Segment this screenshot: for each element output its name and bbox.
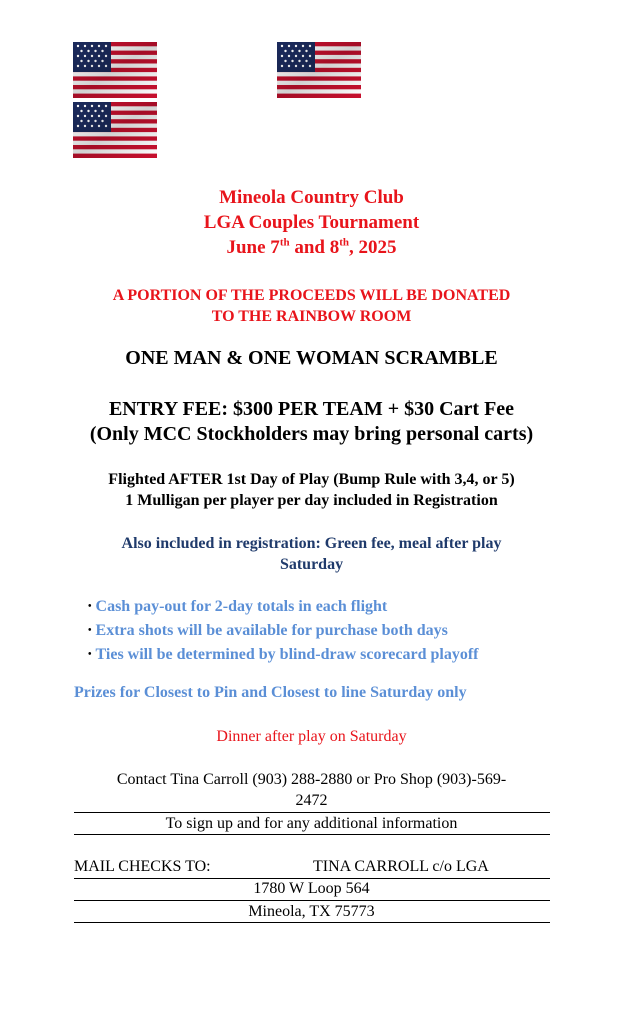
prizes-note: Prizes for Closest to Pin and Closest to line Saturday only xyxy=(74,684,467,701)
play-rules: Flighted AFTER 1st Day of Play (Bump Rule with 3,4, or 5) 1 Mulligan per player per day included in Registration xyxy=(108,471,515,509)
divider xyxy=(74,812,550,813)
list-item: • Ties will be determined by blind-draw scorecard playoff xyxy=(88,646,479,663)
details-list xyxy=(88,596,478,668)
mail-street: 1780 W Loop 564 xyxy=(253,880,370,897)
american-flag-icon xyxy=(73,102,157,158)
mail-city: Mineola, TX 75773 xyxy=(248,903,375,920)
bullet-icon: • xyxy=(88,601,92,612)
dinner-note: Dinner after play on Saturday xyxy=(216,728,407,745)
event-title xyxy=(0,185,623,260)
mail-checks-label: MAIL CHECKS TO: xyxy=(74,858,211,875)
registration-includes: Also included in registration: Green fee, meal after play Saturday xyxy=(121,535,502,573)
list-item: • Cash pay-out for 2-day totals in each flight xyxy=(88,598,388,615)
mail-recipient: TINA CARROLL c/o LGA xyxy=(313,858,489,875)
entry-fee: ENTRY FEE: $300 PER TEAM + $30 Cart Fee (Only MCC Stockholders may bring personal carts) xyxy=(89,398,534,445)
divider xyxy=(74,878,550,879)
american-flag-icon xyxy=(73,42,157,98)
contact-info: Contact Tina Carroll (903) 288-2880 or Pro Shop (903)-569- 2472 xyxy=(116,771,507,809)
list-item: • Extra shots will be available for purchase both days xyxy=(88,622,448,639)
divider xyxy=(74,922,550,923)
signup-note: To sign up and for any additional information xyxy=(165,815,458,832)
event-date: June 7th and 8th, 2025 xyxy=(226,236,397,258)
divider xyxy=(74,900,550,901)
bullet-icon: • xyxy=(88,625,92,636)
bullet-icon: • xyxy=(88,649,92,660)
club-name: Mineola Country Club xyxy=(219,187,404,208)
divider xyxy=(74,834,550,835)
american-flag-icon xyxy=(277,42,361,98)
format-heading: ONE MAN & ONE WOMAN SCRAMBLE xyxy=(125,347,498,369)
event-name: LGA Couples Tournament xyxy=(203,212,420,233)
proceeds-notice: A PORTION OF THE PROCEEDS WILL BE DONATED TO THE RAINBOW ROOM xyxy=(112,287,511,325)
